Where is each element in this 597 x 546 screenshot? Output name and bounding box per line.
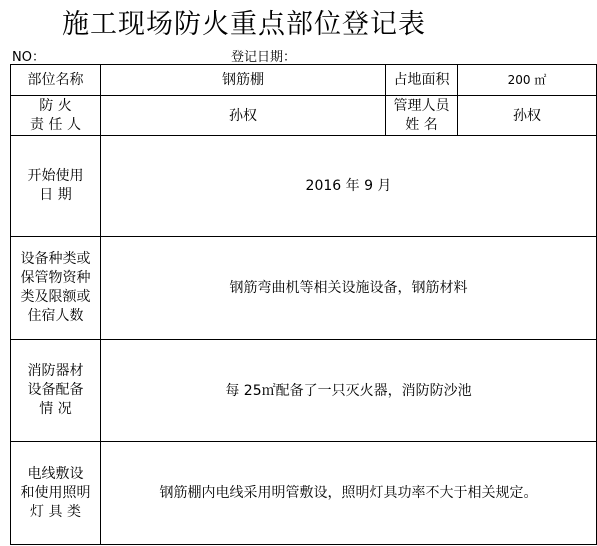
wiring-lighting-value-text: 钢筋棚内电线采用明管敷设，照明灯具功率不大于相关规定。 [159,485,538,501]
floor-area-value [457,64,597,95]
manager-name-label-line1: 管理人员 [393,97,450,114]
start-date-label [10,135,100,236]
location-name-label-text: 部位名称 [27,72,84,88]
floor-area-value-text: 200 ㎡ [507,73,547,87]
start-date-value-text: 2016 年 9 月 [305,178,392,194]
wiring-lighting-label-line3: 灯 具 类 [30,503,81,520]
registration-date-label: 登记日期： [231,50,297,65]
wiring-lighting-value [100,441,597,544]
manager-name-value [457,95,597,135]
fire-equipment-value-text: 每 25㎡配备了一只灭火器，消防防沙池 [225,382,472,399]
location-name-label [10,64,100,95]
fire-responsible-label [10,95,100,135]
floor-area-label-text: 占地面积 [393,72,450,88]
equipment-type-label-line4: 住宿人数 [27,308,84,324]
fire-equipment-label-line3: 情 况 [39,401,72,417]
location-name-value [100,64,385,95]
equipment-type-label [10,236,100,339]
equipment-type-label-line3: 类及限额或 [20,289,91,305]
equipment-type-label-line2: 保管物资种 [20,270,91,286]
fire-responsible-label-line1: 防 火 [39,97,72,114]
wiring-lighting-label-line2: 和使用照明 [20,484,91,501]
start-date-value [100,135,597,236]
equipment-type-value-text: 钢筋弯曲机等相关设施设备，钢筋材料 [229,280,468,296]
equipment-type-value [100,236,597,339]
floor-area-label [385,64,457,95]
start-date-label-line1: 开始使用 [27,168,84,184]
no-label: NO： [12,50,45,65]
start-date-label-line2: 日 期 [39,187,72,203]
fire-responsible-label-line2: 责 任 人 [30,116,81,133]
table-bottom-border [10,544,597,545]
location-name-value-text: 钢筋棚 [222,72,264,88]
manager-name-value-text: 孙权 [513,107,541,124]
manager-name-label [385,95,457,135]
wiring-lighting-label-line1: 电线敷设 [27,465,84,482]
fire-responsible-value [100,95,385,135]
wiring-lighting-label [10,441,100,544]
form-title: 施工现场防火重点部位登记表 [62,9,426,40]
fire-equipment-label-line1: 消防器材 [27,363,84,379]
fire-responsible-value-text: 孙权 [229,107,257,124]
fire-equipment-label-line2: 设备配备 [27,382,84,398]
fire-equipment-label [10,339,100,441]
registration-table [10,64,597,546]
fire-equipment-value [100,339,597,441]
manager-name-label-line2: 姓 名 [405,116,438,133]
equipment-type-label-line1: 设备种类或 [20,251,91,267]
